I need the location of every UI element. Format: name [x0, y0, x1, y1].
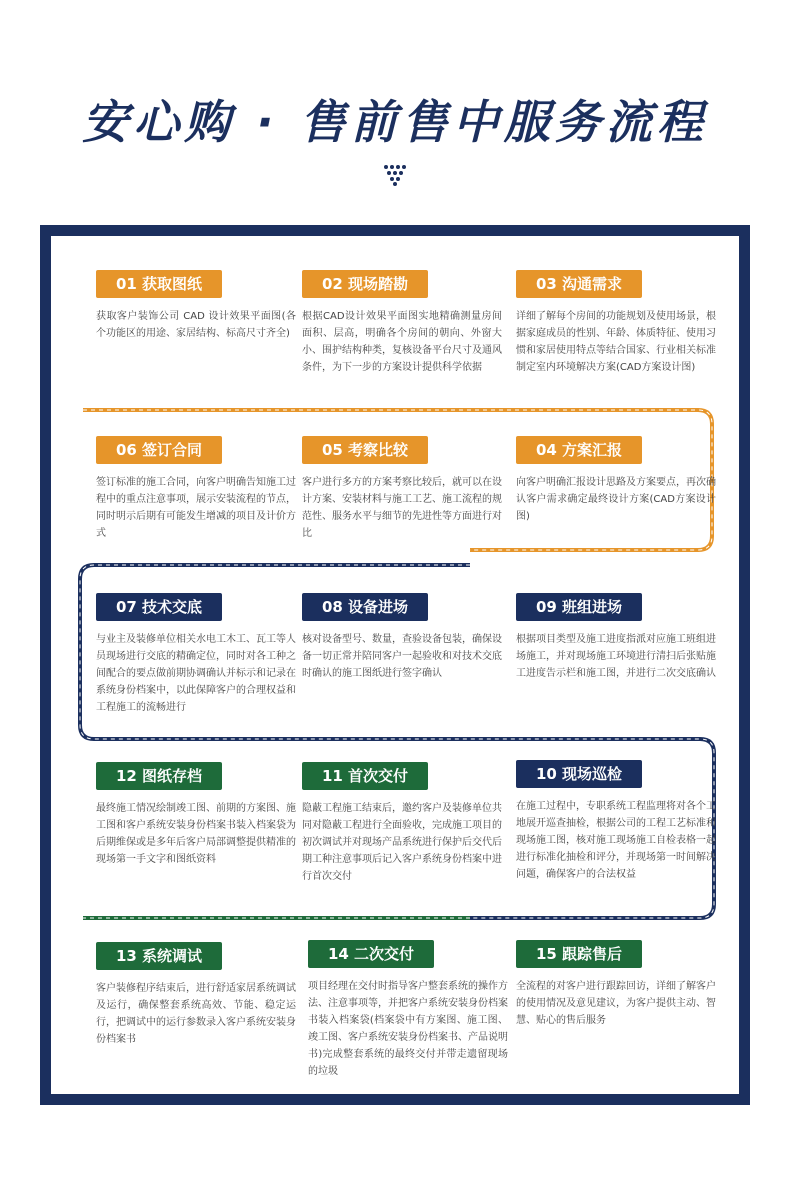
step-desc: 客户进行多方的方案考察比较后，就可以在设计方案、安装材料与施工工艺、施工流程的规范性、服务水平与细节的先进性等方面进行对比	[302, 477, 502, 539]
step-desc: 根据CAD设计效果平面图实地精确测量房间面积、层高，明确各个房间的朝向、外窗大小、围护结构种类，复核设备平台尺寸及通风条件，为下一步的方案设计提供科学依据	[302, 311, 502, 373]
step-badge: 03 沟通需求	[516, 270, 642, 298]
step-05	[302, 436, 502, 542]
step-desc: 全流程的对客户进行跟踪回访，详细了解客户的使用情况及意见建议，为客户提供主动、智慧、贴心的售后服务	[516, 981, 716, 1026]
step-badge: 02 现场踏勘	[302, 270, 428, 298]
step-12	[96, 762, 296, 868]
step-08	[302, 593, 502, 682]
step-desc: 客户装修程序结束后，进行舒适家居系统调试及运行，确保整套系统高效、节能、稳定运行，把调试中的运行参数录入客户系统安装身份档案书	[96, 983, 296, 1045]
step-badge: 01 获取图纸	[96, 270, 222, 298]
step-desc: 签订标准的施工合同，向客户明确告知施工过程中的重点注意事项，展示安装流程的节点，同时明示后期有可能发生增减的项目及计价方式	[96, 477, 296, 539]
step-02	[302, 270, 502, 376]
step-badge: 07 技术交底	[96, 593, 222, 621]
step-badge: 13 系统调试	[96, 942, 222, 970]
step-badge: 04 方案汇报	[516, 436, 642, 464]
page-title: 安心购 · 售前售中服务流程	[82, 95, 708, 149]
step-desc: 根据项目类型及施工进度指派对应施工班组进场施工，并对现场施工环境进行清扫后张贴施工进度告示栏和施工图，并进行二次交底确认	[516, 634, 716, 679]
step-14	[308, 940, 508, 1080]
step-desc: 隐蔽工程施工结束后，邀约客户及装修单位共同对隐蔽工程进行全面验收，完成施工项目的初次调试并对现场产品系统进行保护后交代后期工种注意事项后记入客户系统身份档案中进行首次交付	[302, 803, 502, 882]
step-10	[516, 760, 716, 883]
step-desc: 核对设备型号、数量，查验设备包装，确保设备一切正常并陪同客户一起验收和对技术交底时确认的施工图纸进行签字确认	[302, 634, 502, 679]
step-09	[516, 593, 716, 682]
step-badge: 14 二次交付	[308, 940, 434, 968]
step-desc: 与业主及装修单位相关水电工木工、瓦工等人员现场进行交底的精确定位，同时对各工种之间配合的要点做前期协调确认并标示和记录在系统身份档案中，以此保障客户的合理权益和工程施工的流畅进行	[96, 634, 296, 713]
step-desc: 最终施工情况绘制竣工图、前期的方案图、施工图和客户系统安装身份档案书装入档案袋为后期维保或是多年后客户局部调整提供精准的现场第一手文字和图纸资料	[96, 803, 296, 865]
step-07	[96, 593, 296, 716]
step-badge: 08 设备进场	[302, 593, 428, 621]
step-11	[302, 762, 502, 885]
step-desc: 向客户明确汇报设计思路及方案要点，再次确认客户需求确定最终设计方案(CAD方案设计图)	[516, 477, 716, 522]
step-03	[516, 270, 716, 376]
step-15	[516, 940, 716, 1029]
step-04	[516, 436, 716, 525]
step-badge: 11 首次交付	[302, 762, 428, 790]
step-desc: 在施工过程中，专职系统工程监理将对各个工地展开巡查抽检，根据公司的工程工艺标准和现场施工图，核对施工现场施工自检表格一起进行标准化抽检和评分，并现场第一时间解决问题，确保客户的合法权益	[516, 801, 716, 880]
down-arrow-dots-icon	[383, 164, 407, 186]
step-badge: 15 跟踪售后	[516, 940, 642, 968]
step-13	[96, 942, 296, 1048]
step-desc: 详细了解每个房间的功能规划及使用场景，根据家庭成员的性别、年龄、体质特征、使用习惯和家居使用特点等结合国家、行业相关标准制定室内环境解决方案(CAD方案设计图)	[516, 311, 716, 373]
step-desc: 项目经理在交付时指导客户整套系统的操作方法、注意事项等，并把客户系统安装身份档案书装入档案袋(档案袋中有方案图、施工图、竣工图、客户系统安装身份档案书、产品说明书)完成整套系统的最终交付并带走遗留现场的垃圾	[308, 981, 508, 1077]
step-badge: 09 班组进场	[516, 593, 642, 621]
step-badge: 10 现场巡检	[516, 760, 642, 788]
step-06	[96, 436, 296, 542]
step-desc: 获取客户装饰公司 CAD 设计效果平面图(各个功能区的用途、家居结构、标高尺寸齐全)	[96, 311, 296, 339]
step-badge: 05 考察比较	[302, 436, 428, 464]
step-01	[96, 270, 296, 342]
step-badge: 12 图纸存档	[96, 762, 222, 790]
step-badge: 06 签订合同	[96, 436, 222, 464]
